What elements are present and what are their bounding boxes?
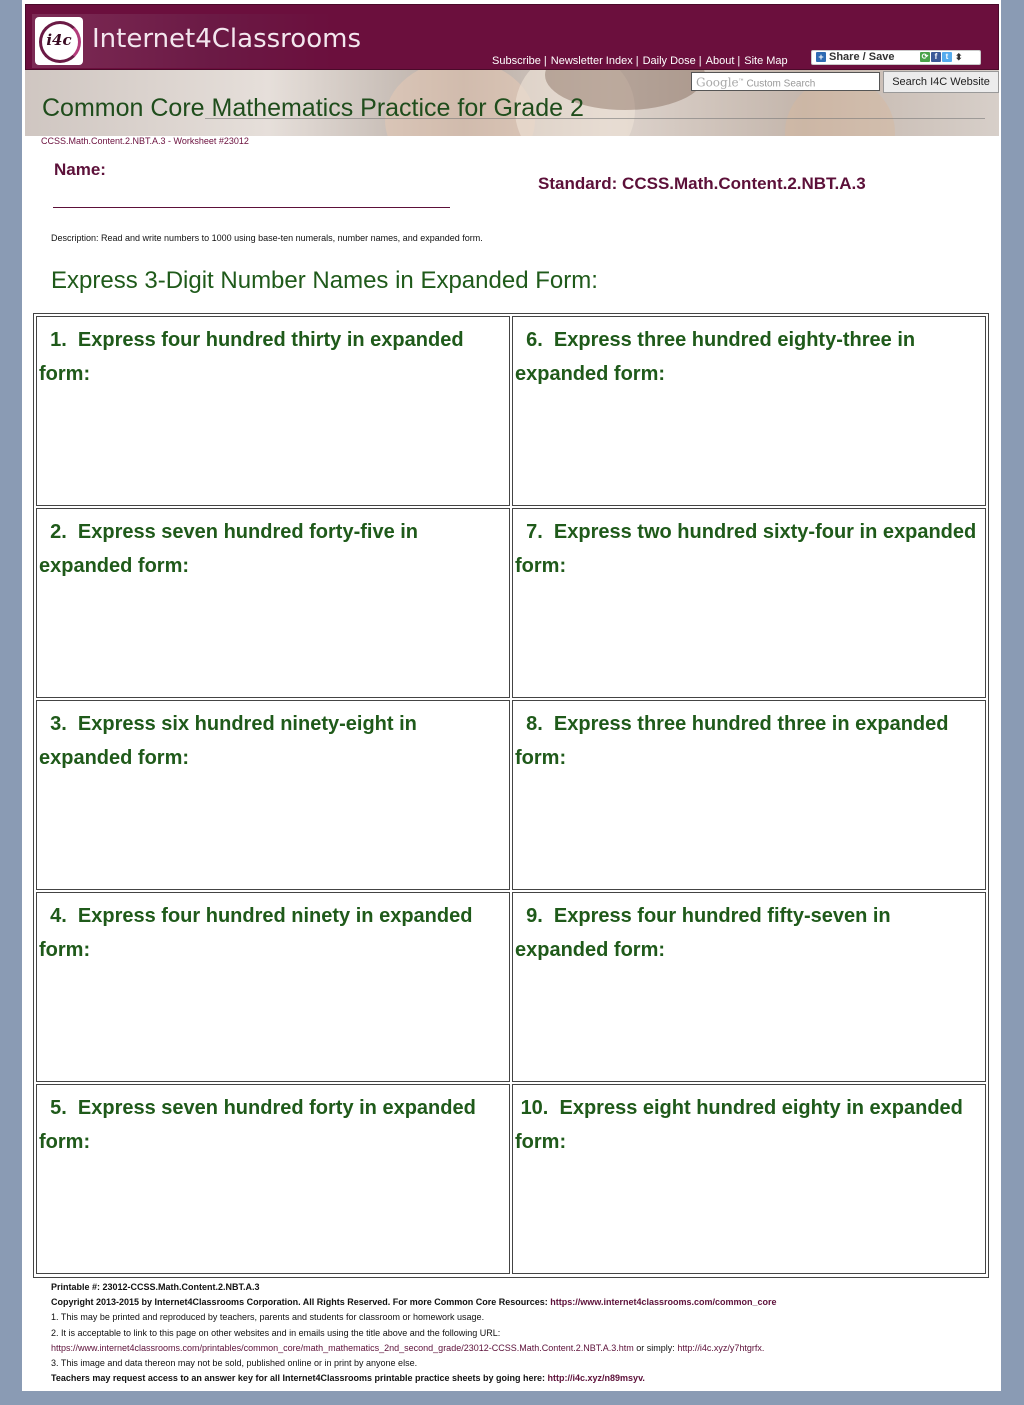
nav-daily-dose[interactable]: Daily Dose xyxy=(642,55,696,67)
question-grid xyxy=(33,313,989,1278)
share-green-icon: ⟳ xyxy=(921,52,929,61)
share-save-button[interactable] xyxy=(811,50,981,65)
question-text: 3. Express six hundred ninety-eight in expanded form: xyxy=(39,713,423,769)
short-url-link[interactable]: http://i4c.xyz/y7htgrfx. xyxy=(677,1342,765,1353)
description: Description: Read and write numbers to 1000 using base-ten numerals, number names, and expanded form. xyxy=(51,233,483,243)
site-header xyxy=(25,4,999,70)
share-dropdown-icon: ⬍ xyxy=(955,52,963,62)
answer-key-link[interactable]: http://i4c.xyz/n89msyv. xyxy=(547,1373,645,1384)
question-text: 1. Express four hundred thirty in expanded form: xyxy=(39,329,470,385)
printable-number: Printable #: 23012-CCSS.Math.Content.2.NBT.A.3 xyxy=(51,1282,260,1292)
question-cell[interactable] xyxy=(36,892,510,1082)
question-cell[interactable] xyxy=(36,508,510,698)
note-2: 2. It is acceptable to link to this page on other websites and in emails using the title above and the following URL: xyxy=(51,1327,501,1338)
question-cell[interactable] xyxy=(512,316,986,506)
question-text: 7. Express two hundred sixty-four in expanded form: xyxy=(515,521,982,577)
search-placeholder: Custom Search xyxy=(746,78,816,90)
common-core-link[interactable]: https://www.internet4classrooms.com/common_core xyxy=(550,1297,777,1308)
standard-label: Standard: CCSS.Math.Content.2.NBT.A.3 xyxy=(538,174,866,193)
copyright-text: Copyright 2013-2015 by Internet4Classrooms Corporation. All Rights Reserved. For more Common Core Resources: xyxy=(51,1297,551,1308)
question-cell[interactable] xyxy=(512,508,986,698)
question-cell[interactable] xyxy=(36,1084,510,1274)
share-label: Share / Save xyxy=(829,51,895,63)
note-2-urls xyxy=(51,1341,991,1356)
question-text: 8. Express three hundred three in expanded form: xyxy=(515,713,955,769)
name-label: Name: xyxy=(54,160,106,179)
search-button[interactable]: Search I4C Website xyxy=(883,71,999,93)
nav-subscribe[interactable]: Subscribe xyxy=(492,55,541,67)
logo-mark-text: i4c xyxy=(46,31,72,49)
nav-separator: | xyxy=(543,55,547,67)
nav-newsletter-index[interactable]: Newsletter Index xyxy=(550,55,633,67)
page xyxy=(22,0,1001,1391)
answer-key-text: Teachers may request access to an answer key for all Internet4Classrooms printable practice sheets by going here: xyxy=(51,1373,548,1384)
site-name: Internet4Classrooms xyxy=(92,24,361,54)
question-cell[interactable] xyxy=(36,316,510,506)
question-text: 9. Express four hundred fifty-seven in expanded form: xyxy=(515,905,897,961)
footer xyxy=(51,1280,991,1386)
answer-key-note xyxy=(51,1371,991,1386)
twitter-icon: t xyxy=(942,52,952,62)
banner xyxy=(25,70,999,136)
question-text: 5. Express seven hundred forty in expanded form: xyxy=(39,1097,482,1153)
nav-separator: | xyxy=(737,55,741,67)
question-text: 10. Express eight hundred eighty in expanded form: xyxy=(515,1097,969,1153)
google-logo-icon: Google xyxy=(696,75,739,90)
question-text: 4. Express four hundred ninety in expanded form: xyxy=(39,905,478,961)
question-text: 2. Express seven hundred forty-five in expanded form: xyxy=(39,521,424,577)
nav-separator: | xyxy=(635,55,639,67)
facebook-icon: f xyxy=(931,52,941,62)
nav-separator: | xyxy=(698,55,702,67)
question-cell[interactable] xyxy=(512,1084,986,1274)
question-text: 6. Express three hundred eighty-three in expanded form: xyxy=(515,329,921,385)
nav-site-map[interactable]: Site Map xyxy=(744,55,788,67)
nav-about[interactable]: About xyxy=(705,55,735,67)
breadcrumb: CCSS.Math.Content.2.NBT.A.3 - Worksheet #23012 xyxy=(41,136,249,146)
site-logo[interactable] xyxy=(32,14,361,68)
note-3: 3. This image and data thereon may not be sold, published online or in print by anyone else. xyxy=(51,1358,418,1369)
page-title: Common Core Mathematics Practice for Grade 2 xyxy=(42,94,584,122)
copyright xyxy=(51,1295,991,1310)
question-cell[interactable] xyxy=(36,700,510,890)
note-1: 1. This may be printed and reproduced by teachers, parents and students for classroom or homework usage. xyxy=(51,1312,485,1323)
i4c-logo-icon xyxy=(35,17,83,65)
search-input[interactable]: Google™ Custom Search xyxy=(691,72,880,91)
or-simply-text: or simply: xyxy=(633,1342,678,1353)
share-plus-icon: + xyxy=(816,52,826,62)
question-cell[interactable] xyxy=(512,892,986,1082)
top-nav xyxy=(492,55,788,67)
worksheet-url-link[interactable]: https://www.internet4classrooms.com/printables/common_core/math_mathematics_2nd_second_grade/23012-CCSS.Math.Content.2.NBT.A.3.htm xyxy=(51,1342,634,1353)
name-line xyxy=(53,207,450,208)
section-heading: Express 3-Digit Number Names in Expanded Form: xyxy=(51,267,598,294)
question-cell[interactable] xyxy=(512,700,986,890)
